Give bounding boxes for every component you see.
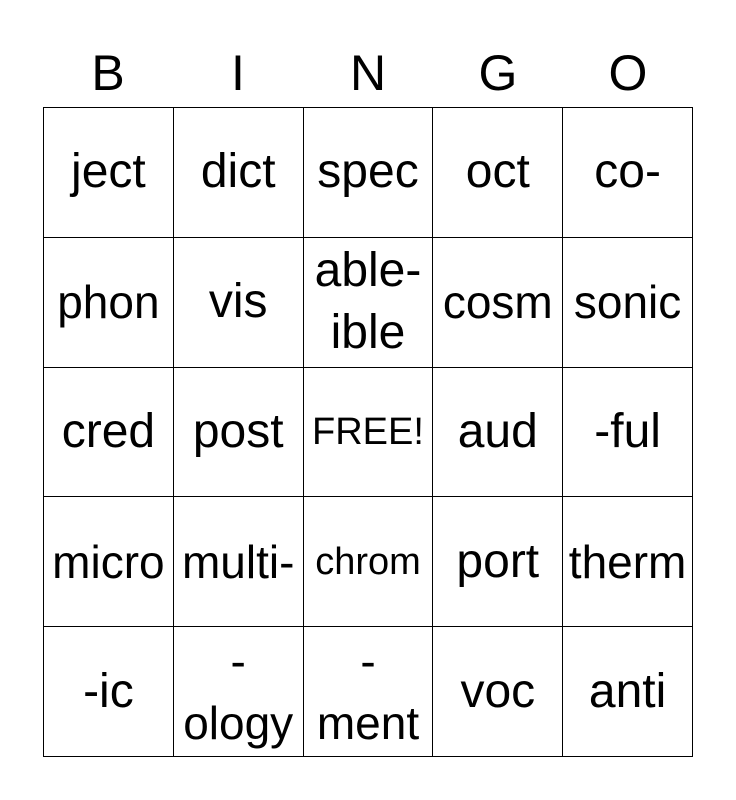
- bingo-cell[interactable]: multi-: [174, 497, 304, 627]
- bingo-cell[interactable]: - ment: [304, 627, 434, 757]
- free-space-cell[interactable]: FREE!: [304, 368, 434, 498]
- header-letter-b: B: [91, 45, 125, 101]
- bingo-cell[interactable]: -ic: [44, 627, 174, 757]
- bingo-cell[interactable]: cred: [44, 368, 174, 498]
- bingo-cell[interactable]: port: [433, 497, 563, 627]
- bingo-board: [43, 107, 693, 757]
- bingo-cell[interactable]: anti: [563, 627, 693, 757]
- bingo-cell[interactable]: phon: [44, 238, 174, 368]
- bingo-cell[interactable]: chrom: [304, 497, 434, 627]
- bingo-cell[interactable]: aud: [433, 368, 563, 498]
- header-letter-o: O: [608, 45, 648, 101]
- bingo-cell[interactable]: able- ible: [304, 238, 434, 368]
- bingo-cell[interactable]: oct: [433, 108, 563, 238]
- bingo-cell[interactable]: micro: [44, 497, 174, 627]
- bingo-cell[interactable]: sonic: [563, 238, 693, 368]
- bingo-cell[interactable]: voc: [433, 627, 563, 757]
- bingo-cell[interactable]: post: [174, 368, 304, 498]
- header-letter-g: G: [478, 45, 518, 101]
- bingo-cell[interactable]: spec: [304, 108, 434, 238]
- bingo-cell[interactable]: ject: [44, 108, 174, 238]
- bingo-cell[interactable]: -ful: [563, 368, 693, 498]
- bingo-header: [43, 40, 693, 106]
- header-letter-n: N: [349, 45, 387, 101]
- header-letter-i: I: [231, 45, 245, 101]
- bingo-cell[interactable]: therm: [563, 497, 693, 627]
- bingo-cell[interactable]: cosm: [433, 238, 563, 368]
- bingo-cell[interactable]: - ology: [174, 627, 304, 757]
- bingo-cell[interactable]: vis: [174, 238, 304, 368]
- bingo-cell[interactable]: co-: [563, 108, 693, 238]
- bingo-cell[interactable]: dict: [174, 108, 304, 238]
